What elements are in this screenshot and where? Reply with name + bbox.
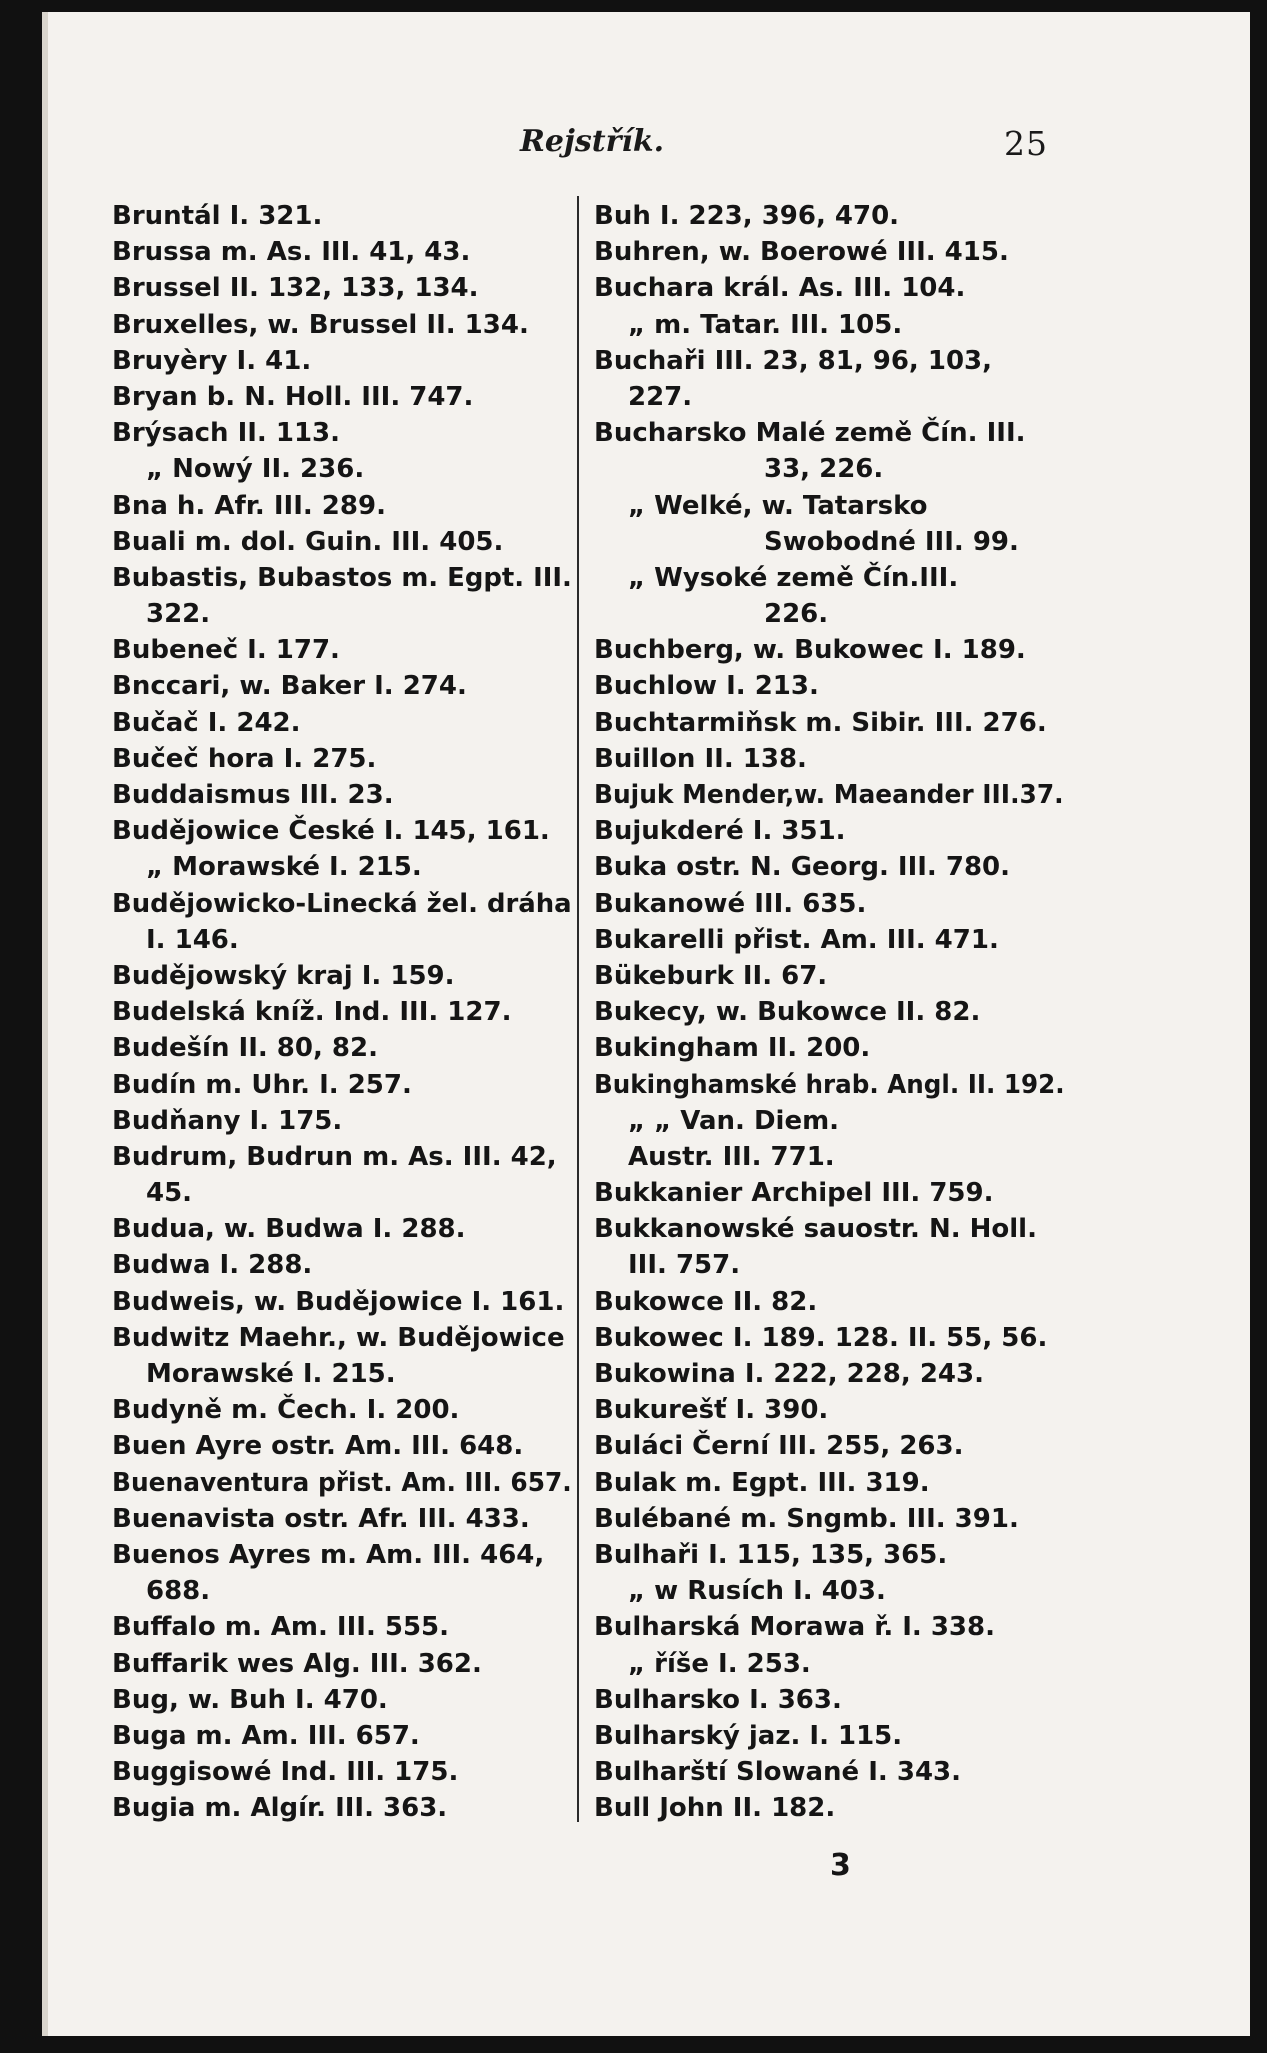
scan-border-right xyxy=(1250,0,1267,2053)
index-line: Buchtarmiňsk m. Sibir. III. 276. xyxy=(594,707,1047,738)
index-line: Buláci Černí III. 255, 263. xyxy=(594,1431,964,1462)
index-line: 688. xyxy=(146,1576,211,1607)
index-line: „ Nowý II. 236. xyxy=(146,454,365,485)
index-line: Bukkanier Archipel III. 759. xyxy=(594,1178,994,1209)
scan-border-bottom xyxy=(0,2036,1267,2053)
index-line: Bull John II. 182. xyxy=(594,1793,836,1824)
index-line: 226. xyxy=(764,599,829,630)
index-line: Bruntál I. 321. xyxy=(112,201,323,231)
index-line: Buchara král. As. III. 104. xyxy=(594,273,966,304)
index-line: Bna h. Afr. III. 289. xyxy=(112,490,386,521)
index-line: Swobodné III. 99. xyxy=(764,526,1019,557)
index-line: Bulharsko I. 363. xyxy=(594,1684,842,1715)
index-line: Bulak m. Egpt. III. 319. xyxy=(594,1467,930,1498)
index-line: Bugia m. Algír. III. 363. xyxy=(112,1793,448,1824)
index-line: Buenavista ostr. Afr. III. 433. xyxy=(112,1503,530,1534)
index-line: Austr. III. 771. xyxy=(628,1141,835,1172)
running-header-title: Rejstřík. xyxy=(520,124,665,159)
index-line: Buali m. dol. Guin. III. 405. xyxy=(112,526,504,557)
index-line: Bulébané m. Sngmb. III. 391. xyxy=(594,1503,1019,1534)
index-line: 45. xyxy=(146,1178,193,1209)
index-line: „ říše I. 253. xyxy=(628,1648,811,1679)
index-line: Budňany I. 175. xyxy=(112,1105,343,1136)
index-line: Buh I. 223, 396, 470. xyxy=(594,201,900,231)
index-line: Bulharská Morawa ř. I. 338. xyxy=(594,1612,995,1643)
index-line: Buga m. Am. III. 657. xyxy=(112,1720,420,1751)
index-line: Budešín II. 80, 82. xyxy=(112,1033,378,1064)
index-line: Bukingham II. 200. xyxy=(594,1033,871,1064)
index-line: Bulharský jaz. I. 115. xyxy=(594,1720,903,1751)
index-line: Bučač I. 242. xyxy=(112,707,301,738)
index-line: „ m. Tatar. III. 105. xyxy=(628,309,903,340)
index-line: Budwa I. 288. xyxy=(112,1250,313,1281)
index-line: Buddaismus III. 23. xyxy=(112,780,394,810)
index-line: Brýsach II. 113. xyxy=(112,418,341,449)
index-line: Bukinghamské hrab. Angl. II. 192. xyxy=(594,1069,1065,1100)
index-line: Bucharsko Malé země Čín. III. xyxy=(594,418,1026,449)
index-line: I. 146. xyxy=(146,924,239,955)
index-line: Budwitz Maehr., w. Budějowice xyxy=(112,1322,565,1353)
index-line: Budelská kníž. Ind. III. 127. xyxy=(112,997,512,1028)
index-line: Bryan b. N. Holl. III. 747. xyxy=(112,381,474,412)
index-line: Buenos Ayres m. Am. III. 464, xyxy=(112,1539,545,1570)
index-line: Brussel II. 132, 133, 134. xyxy=(112,273,479,304)
index-line: Budua, w. Budwa I. 288. xyxy=(112,1214,466,1245)
index-line: Buffarik wes Alg. III. 362. xyxy=(112,1648,482,1679)
column-divider xyxy=(577,196,579,1822)
printer-signature-mark: 3 xyxy=(830,1848,851,1883)
index-column-left xyxy=(112,198,572,1826)
page-edge xyxy=(42,12,48,2036)
index-line: 322. xyxy=(146,599,211,630)
index-line: 33, 226. xyxy=(764,454,884,485)
index-line: Bukowce II. 82. xyxy=(594,1286,818,1317)
index-line: Buen Ayre ostr. Am. III. 648. xyxy=(112,1431,524,1462)
index-line: Bulharští Slowané I. 343. xyxy=(594,1757,961,1788)
scan-border-left xyxy=(0,0,42,2053)
index-line: Buffalo m. Am. III. 555. xyxy=(112,1612,450,1643)
index-line: Bukecy, w. Bukowce II. 82. xyxy=(594,997,981,1028)
index-line: Budrum, Budrun m. As. III. 42, xyxy=(112,1141,557,1172)
index-line: Brussa m. As. III. 41, 43. xyxy=(112,237,471,268)
index-line: Buka ostr. N. Georg. III. 780. xyxy=(594,852,1011,883)
index-line: Budějowice České I. 145, 161. xyxy=(112,816,550,847)
index-column-right xyxy=(594,198,1064,1826)
index-line: „ Wysoké země Čín.III. xyxy=(628,562,959,593)
index-line: Bulhaři I. 115, 135, 365. xyxy=(594,1539,948,1570)
index-line: „ Welké, w. Tatarsko xyxy=(628,490,928,521)
index-line: Bnccari, w. Baker I. 274. xyxy=(112,671,467,702)
index-line: Budweis, w. Budějowice I. 161. xyxy=(112,1286,565,1317)
index-line: Buillon II. 138. xyxy=(594,743,807,774)
index-line: 227. xyxy=(628,381,693,412)
index-line: Bukowina I. 222, 228, 243. xyxy=(594,1359,984,1389)
index-line: Bubeneč I. 177. xyxy=(112,635,340,666)
index-line: „ w Rusích I. 403. xyxy=(628,1576,886,1607)
index-line: Buhren, w. Boerowé III. 415. xyxy=(594,237,1009,268)
index-line: „ Morawské I. 215. xyxy=(146,852,422,883)
index-line: Budějowicko-Linecká žel. dráha xyxy=(112,888,572,919)
index-line: Buchaři III. 23, 81, 96, 103, xyxy=(594,345,993,376)
index-line: Bukanowé III. 635. xyxy=(594,888,867,919)
scan-border-top xyxy=(0,0,1267,12)
index-line: Budín m. Uhr. I. 257. xyxy=(112,1069,412,1100)
index-line: Bükeburk II. 67. xyxy=(594,960,828,991)
index-line: Buchlow I. 213. xyxy=(594,671,819,702)
index-line: „ „ Van. Diem. xyxy=(628,1105,840,1136)
index-line: Bukarelli přist. Am. III. 471. xyxy=(594,924,999,955)
index-line: Bubastis, Bubastos m. Egpt. III. xyxy=(112,562,572,593)
index-line: Bug, w. Buh I. 470. xyxy=(112,1684,388,1715)
index-line: Bukkanowské sauostr. N. Holl. xyxy=(594,1214,1037,1245)
index-line: Bukowec I. 189. 128. II. 55, 56. xyxy=(594,1322,1048,1353)
index-line: Bujukderé I. 351. xyxy=(594,816,846,847)
index-line: Buenaventura přist. Am. III. 657. xyxy=(112,1467,572,1498)
index-line: Bukurešť I. 390. xyxy=(594,1395,829,1426)
index-line: Budějowský kraj I. 159. xyxy=(112,960,455,991)
index-line: Bučeč hora I. 275. xyxy=(112,743,377,774)
index-line: Bruyèry I. 41. xyxy=(112,345,312,376)
index-line: Bruxelles, w. Brussel II. 134. xyxy=(112,309,529,340)
index-line: Bujuk Mender,w. Maeander III.37. xyxy=(594,780,1064,810)
index-line: Buggisowé Ind. III. 175. xyxy=(112,1757,459,1788)
index-line: Budyně m. Čech. I. 200. xyxy=(112,1395,460,1426)
index-line: III. 757. xyxy=(628,1250,741,1281)
page-number: 25 xyxy=(1004,124,1048,163)
index-line: Morawské I. 215. xyxy=(146,1359,396,1389)
index-line: Buchberg, w. Bukowec I. 189. xyxy=(594,635,1026,666)
